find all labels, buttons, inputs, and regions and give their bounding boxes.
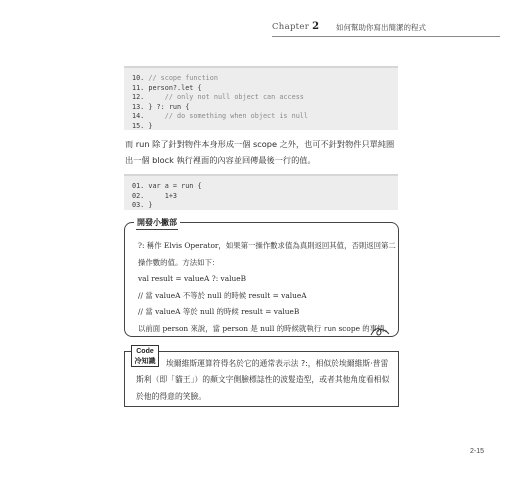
chapter-number: 2 bbox=[312, 21, 320, 32]
page-number: 2-15 bbox=[470, 448, 485, 455]
code-text: } ?: run { bbox=[148, 102, 190, 111]
code-line bbox=[132, 182, 390, 192]
code-text: } bbox=[148, 201, 153, 210]
tip-box-label: 開發小撇部 bbox=[134, 217, 180, 228]
code-line bbox=[132, 74, 390, 84]
code-text: var a = run { bbox=[148, 182, 202, 190]
code-line bbox=[132, 122, 390, 132]
tip-line: val result = valueA ?: valueB bbox=[138, 274, 247, 284]
chapter-indicator bbox=[272, 21, 319, 32]
body-paragraph: 而 run 除了針對物件本身形成一個 scope 之外，也可不針對物件只單純圈出一個 block 執行裡面的內容並回傳最後一行的值。 bbox=[125, 139, 395, 165]
tip-text: scope 的事情。 bbox=[336, 323, 392, 333]
code-text: 1+3 bbox=[148, 191, 178, 200]
code-comment: // do something when object is null bbox=[164, 112, 308, 121]
chapter-title: 如何幫助你寫出簡潔的程式 bbox=[336, 23, 426, 32]
tip-line bbox=[138, 321, 396, 338]
line-number: 13. bbox=[132, 102, 145, 111]
code-line bbox=[132, 192, 390, 202]
line-number: 02. bbox=[132, 191, 145, 200]
tip-line: // 當 valueA 等於 null 的時候 result = valueB bbox=[138, 307, 300, 317]
header-rule bbox=[272, 36, 500, 37]
code-text bbox=[148, 93, 164, 101]
badge-title: Code bbox=[136, 348, 154, 355]
code-line bbox=[132, 201, 390, 211]
code-comment: // only not null object can access bbox=[164, 93, 304, 102]
code-line bbox=[132, 84, 390, 94]
line-number: 15. bbox=[132, 121, 145, 130]
code-text bbox=[148, 112, 164, 120]
page-header bbox=[272, 19, 500, 37]
code-line bbox=[132, 112, 390, 122]
code-line bbox=[132, 103, 390, 113]
line-number: 01. bbox=[132, 182, 145, 190]
line-number: 11. bbox=[132, 83, 145, 92]
line-number: 10. bbox=[132, 74, 145, 82]
code-trivia-text: 埃爾維斯運算符得名於它的通常表示法 ?:，相似於埃爾維斯·普雷斯利（即「貓王」）的顏文字側臉標誌性的波髮造型，或者其他角度看相似於他的得意的笑臉。 bbox=[136, 359, 390, 401]
badge-subtitle: 冷知識 bbox=[134, 356, 156, 365]
code-block-scope-function bbox=[124, 66, 398, 130]
code-line bbox=[132, 93, 390, 103]
line-number: 03. bbox=[132, 201, 145, 210]
line-number: 12. bbox=[132, 93, 145, 102]
code-comment: // scope function bbox=[148, 74, 218, 82]
code-text: } bbox=[148, 121, 153, 130]
code-block-run bbox=[124, 174, 398, 210]
line-number: 14. bbox=[132, 112, 145, 121]
tip-code: run bbox=[323, 324, 337, 333]
tip-box-body bbox=[138, 238, 396, 338]
tip-line: ?: 稱作 Elvis Operator，如果第一操作數求值為真則返回其值，否則返回第二操作數的值。方法如下： bbox=[138, 241, 396, 267]
code-text: person?.let { bbox=[148, 83, 202, 92]
chapter-label: Chapter bbox=[272, 22, 310, 32]
tip-text: 以前面 person 來說，當 person 是 null 的時候就執行 bbox=[138, 323, 324, 333]
swirl-decoration-icon bbox=[369, 325, 391, 339]
tip-line: // 當 valueA 不等於 null 的時候 result = valueA bbox=[138, 290, 307, 300]
